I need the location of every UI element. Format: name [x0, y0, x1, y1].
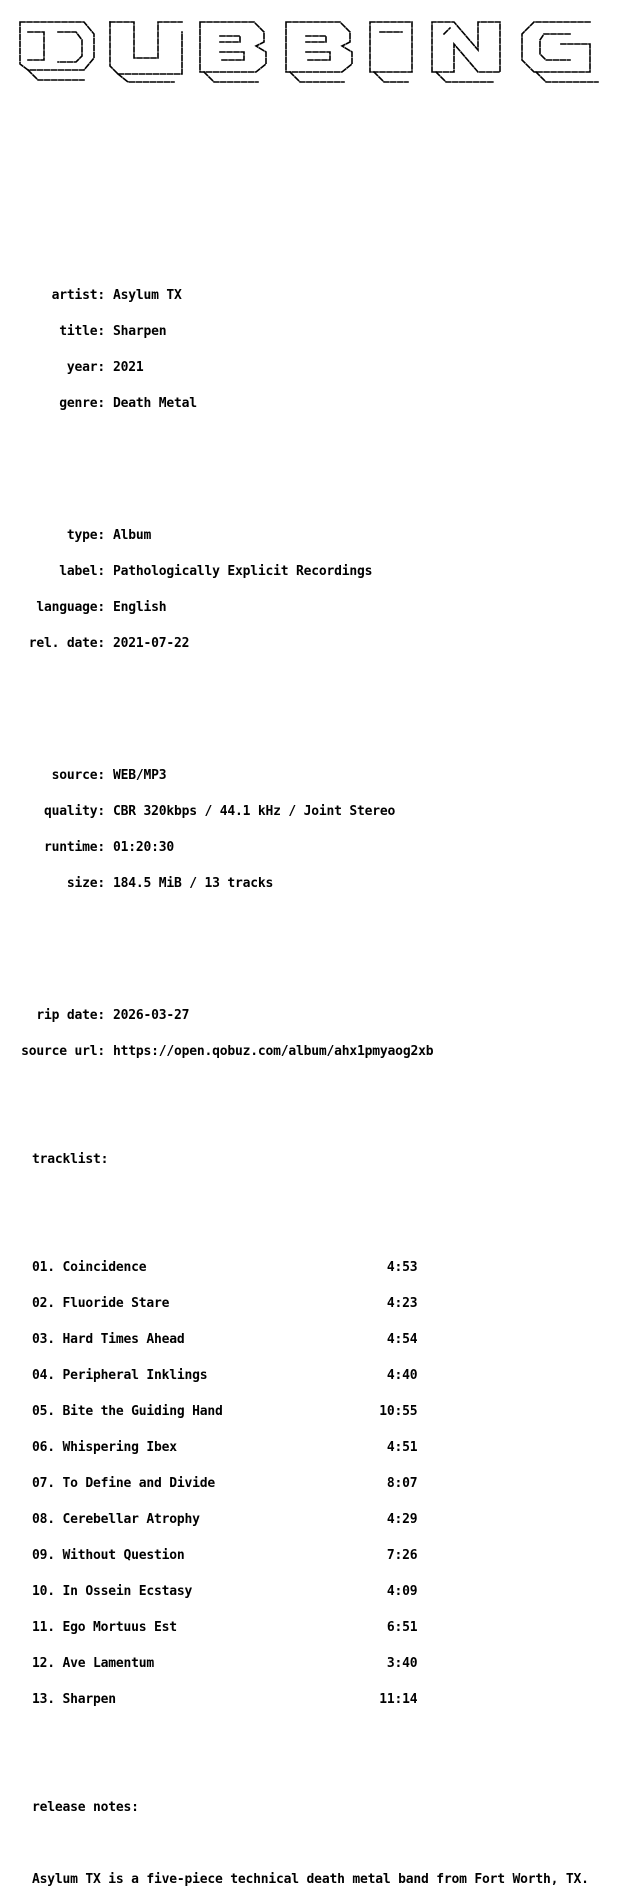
track-row	[0, 1442, 433, 1454]
track-row	[0, 1514, 433, 1526]
track-title: 11. Ego Mortuus Est	[32, 1620, 177, 1635]
meta-key: language:	[36, 600, 105, 615]
meta-key: label:	[59, 564, 105, 579]
track-row	[0, 1694, 433, 1706]
release-notes-heading-text: release notes:	[32, 1800, 139, 1815]
meta-value: 01:20:30	[113, 840, 175, 855]
meta-row-source	[0, 770, 433, 782]
track-row	[0, 1406, 433, 1418]
track-title: 01. Coincidence	[32, 1260, 147, 1275]
tracklist-heading	[0, 1154, 433, 1166]
meta-row-genre	[0, 398, 433, 410]
meta-key: quality:	[43, 804, 105, 819]
meta-row-rel-date	[0, 638, 433, 650]
track-duration: 4:54	[386, 1332, 418, 1347]
track-duration: 4:53	[386, 1260, 418, 1275]
meta-value: Album	[113, 528, 152, 543]
meta-key: genre:	[59, 396, 105, 411]
meta-row-language	[0, 602, 433, 614]
track-duration: 4:40	[386, 1368, 418, 1383]
meta-value: Death Metal	[113, 396, 197, 411]
meta-value: 2021	[113, 360, 144, 375]
track-row	[0, 1298, 433, 1310]
track-duration: 8:07	[386, 1476, 418, 1491]
release-notes-text	[0, 1872, 589, 1887]
track-title: 08. Cerebellar Atrophy	[32, 1512, 200, 1527]
meta-value: WEB/MP3	[113, 768, 167, 783]
track-duration: 4:23	[386, 1296, 418, 1311]
meta-row-size	[0, 878, 433, 890]
meta-row-title	[0, 326, 433, 338]
meta-row-source-url	[0, 1046, 433, 1058]
meta-group-publishing	[0, 506, 433, 674]
meta-value: 2021-07-22	[113, 636, 190, 651]
meta-row-type	[0, 530, 433, 542]
meta-key: runtime:	[43, 840, 105, 855]
meta-key: artist:	[51, 288, 105, 303]
tracklist	[0, 1238, 433, 1730]
track-row	[0, 1622, 433, 1634]
meta-row-rip-date	[0, 1010, 433, 1022]
track-title: 02. Fluoride Stare	[32, 1296, 170, 1311]
meta-key: source url:	[21, 1044, 105, 1059]
meta-row-runtime	[0, 842, 433, 854]
meta-row-year	[0, 362, 433, 374]
meta-key: rip date:	[36, 1008, 105, 1023]
track-duration: 4:51	[386, 1440, 418, 1455]
meta-key: title:	[59, 324, 105, 339]
track-duration: 7:26	[386, 1548, 418, 1563]
track-title: 09. Without Question	[32, 1548, 185, 1563]
meta-row-label	[0, 566, 433, 578]
meta-group-rip	[0, 986, 433, 1082]
tracklist-heading-text: tracklist:	[32, 1152, 109, 1167]
meta-group-release	[0, 266, 433, 434]
meta-value: CBR 320kbps / 44.1 kHz / Joint Stereo	[113, 804, 396, 819]
track-row	[0, 1478, 433, 1490]
logo-letter-n	[432, 22, 500, 82]
meta-row-artist	[0, 290, 433, 302]
track-duration: 4:29	[386, 1512, 418, 1527]
track-duration: 11:14	[379, 1692, 418, 1707]
logo-letter-g	[522, 22, 598, 82]
release-notes-heading	[0, 1802, 433, 1814]
track-duration: 4:09	[386, 1584, 418, 1599]
meta-value: https://open.qobuz.com/album/ahx1pmyaog2xb	[113, 1044, 434, 1059]
track-title: 04. Peripheral Inklings	[32, 1368, 208, 1383]
track-row	[0, 1586, 433, 1598]
meta-key: year:	[66, 360, 105, 375]
meta-key: rel. date:	[28, 636, 105, 651]
track-duration: 6:51	[386, 1620, 418, 1635]
track-title: 06. Whispering Ibex	[32, 1440, 177, 1455]
meta-key: type:	[66, 528, 105, 543]
track-row	[0, 1262, 433, 1274]
track-title: 10. In Ossein Ecstasy	[32, 1584, 193, 1599]
meta-value: English	[113, 600, 167, 615]
track-row	[0, 1550, 433, 1562]
meta-key: size:	[66, 876, 105, 891]
release-notes-body: Asylum TX is a five-piece technical death metal band from Fort Worth, TX.	[32, 1872, 589, 1887]
track-title: 12. Ave Lamentum	[32, 1656, 155, 1671]
meta-value: Pathologically Explicit Recordings	[113, 564, 373, 579]
meta-value: Asylum TX	[113, 288, 182, 303]
meta-group-source	[0, 746, 433, 914]
track-row	[0, 1658, 433, 1670]
track-title: 13. Sharpen	[32, 1692, 116, 1707]
meta-row-quality	[0, 806, 433, 818]
meta-value: Sharpen	[113, 324, 167, 339]
meta-value: 2026-03-27	[113, 1008, 190, 1023]
meta-key: source:	[51, 768, 105, 783]
meta-value: 184.5 MiB / 13 tracks	[113, 876, 274, 891]
track-title: 07. To Define and Divide	[32, 1476, 216, 1491]
track-row	[0, 1334, 433, 1346]
track-row	[0, 1370, 433, 1382]
track-duration: 10:55	[379, 1404, 418, 1419]
nfo-text-block	[0, 14, 589, 1898]
track-duration: 3:40	[386, 1656, 418, 1671]
track-title: 03. Hard Times Ahead	[32, 1332, 185, 1347]
track-title: 05. Bite the Guiding Hand	[32, 1404, 223, 1419]
